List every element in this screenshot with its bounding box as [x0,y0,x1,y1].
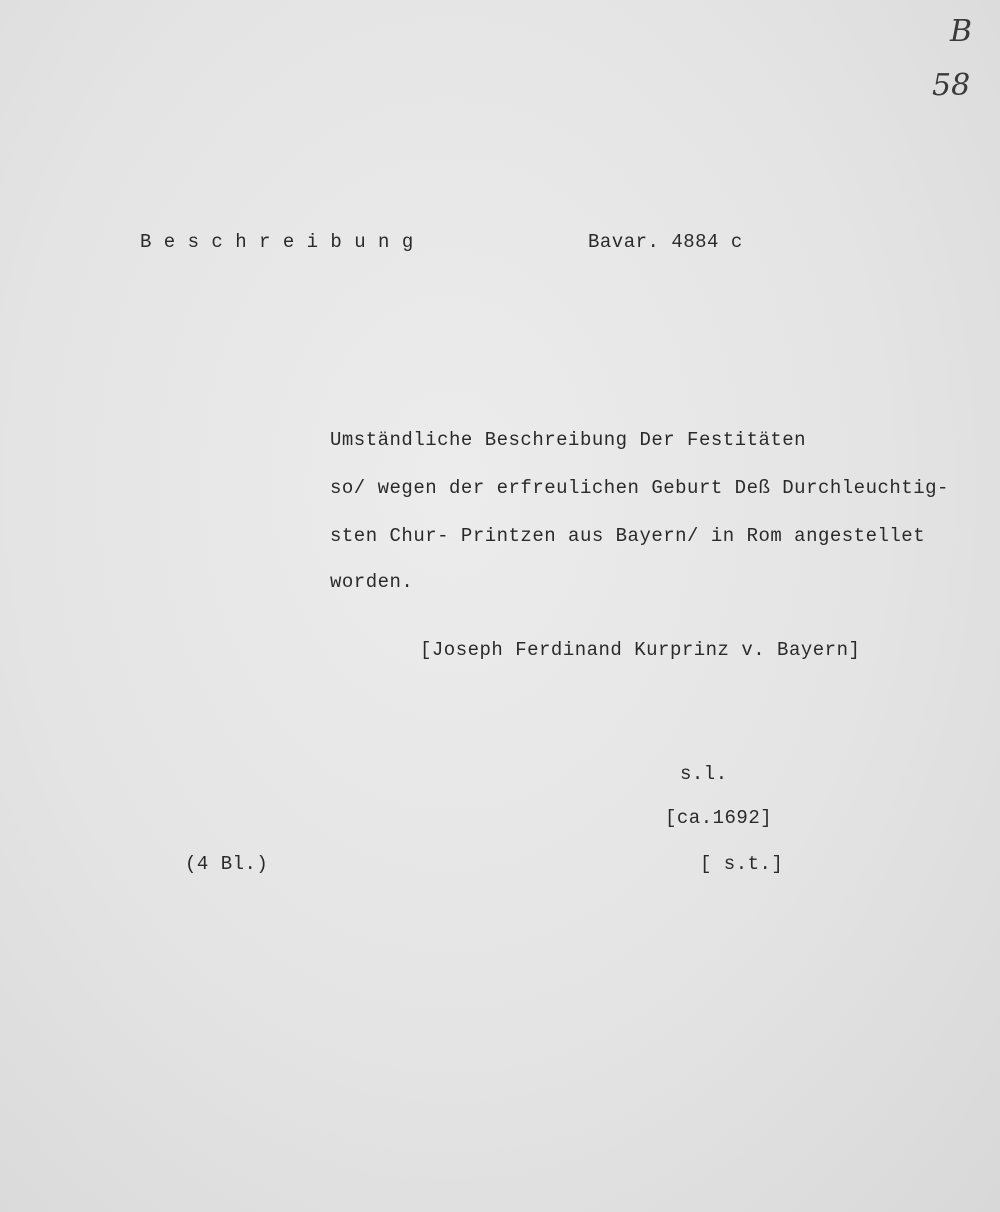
title-line: Umständliche Beschreibung Der Festitäten [330,429,807,451]
leaves-count: (4 Bl.) [185,853,269,875]
person-note: [Joseph Ferdinand Kurprinz v. Bayern] [420,639,861,661]
shelfmark: Bavar. 4884 c [588,231,743,253]
place-of-publication: s.l. [680,763,728,785]
card-heading: B e s c h r e i b u n g [140,231,414,253]
publication-date: [ca.1692] [665,807,773,829]
title-line: sten Chur- Printzen aus Bayern/ in Rom angestellet [330,525,926,547]
handwritten-number: 58 [932,68,971,103]
title-line: worden. [330,571,414,593]
title-line: so/ wegen der erfreulichen Geburt Deß Durchleuchtig- [330,477,949,499]
handwritten-letter: B [950,14,973,49]
printer-note: [ s.t.] [700,853,784,875]
